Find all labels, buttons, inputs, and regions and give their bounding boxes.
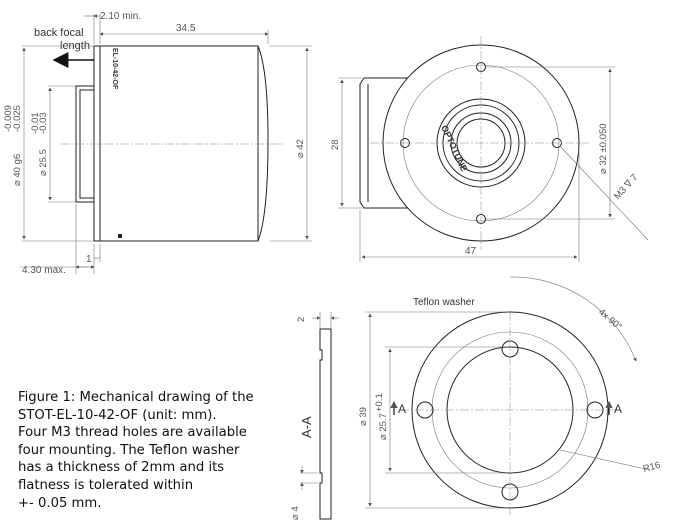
dim-d25-7: ⌀ 25.7 xyxy=(378,413,389,440)
dim-d25-5: ⌀ 25.5 xyxy=(38,149,49,176)
section-label: A-A xyxy=(299,416,314,438)
lens-label: OPTOTUNE xyxy=(439,123,470,174)
caption-line-1: Figure 1: Mechanical drawing of the xyxy=(18,390,254,405)
side-view xyxy=(3,11,312,276)
tol-d40-upper: -0.009 xyxy=(3,105,14,132)
front-view xyxy=(330,36,648,262)
figure-caption xyxy=(18,389,308,512)
washer-title: Teflon washer xyxy=(413,297,475,308)
dim-2-10-min: 2.10 min. xyxy=(100,11,142,22)
dim-4x90: 4x 90° xyxy=(596,306,624,333)
tol-d25-5-upper: -0.01 xyxy=(30,112,41,134)
dim-d40-g6: ⌀ 40 g6 xyxy=(12,153,23,186)
dim-r16: R16 xyxy=(641,459,662,475)
tol-d25-7: +0.1 xyxy=(374,393,385,412)
section-marker-a-right: A xyxy=(614,402,623,416)
dim-4-30-max: 4.30 max. xyxy=(22,265,66,276)
dim-d32: ⌀ 32 ±0.050 xyxy=(598,123,609,174)
dim-1: 1 xyxy=(86,254,92,265)
washer-front-view xyxy=(358,277,662,515)
section-marker-a-left: A xyxy=(398,402,407,416)
dim-2: 2 xyxy=(296,316,307,322)
caption-line-2: STOT-EL-10-42-OF (unit: mm). xyxy=(18,407,217,423)
back-focal-label-2: length xyxy=(60,40,90,52)
tol-d40-lower: -0.025 xyxy=(12,105,23,132)
caption-line-3: Four M3 thread holes are available xyxy=(18,425,247,441)
caption-line-6: flatness is tolerated within xyxy=(18,477,194,493)
dim-d4: ⌀ 4 xyxy=(290,506,301,520)
dim-34-5: 34.5 xyxy=(176,23,196,34)
tol-d25-5-lower: -0.03 xyxy=(38,112,49,134)
caption-line-4: four mounting. The Teflon washer xyxy=(18,442,240,458)
dim-28: 28 xyxy=(330,139,341,150)
dim-47: 47 xyxy=(465,246,477,257)
dim-d42: ⌀ 42 xyxy=(295,139,306,158)
body-label: EL-10-42-OF xyxy=(111,48,118,90)
caption-line-5: has a thickness of 2mm and its xyxy=(18,460,225,476)
caption-line-7: +- 0.05 mm. xyxy=(18,495,102,511)
thread-label: M3 ∇ 7 xyxy=(612,172,641,203)
back-focal-label-1: back focal xyxy=(34,27,84,39)
dim-d39: ⌀ 39 xyxy=(358,407,369,426)
